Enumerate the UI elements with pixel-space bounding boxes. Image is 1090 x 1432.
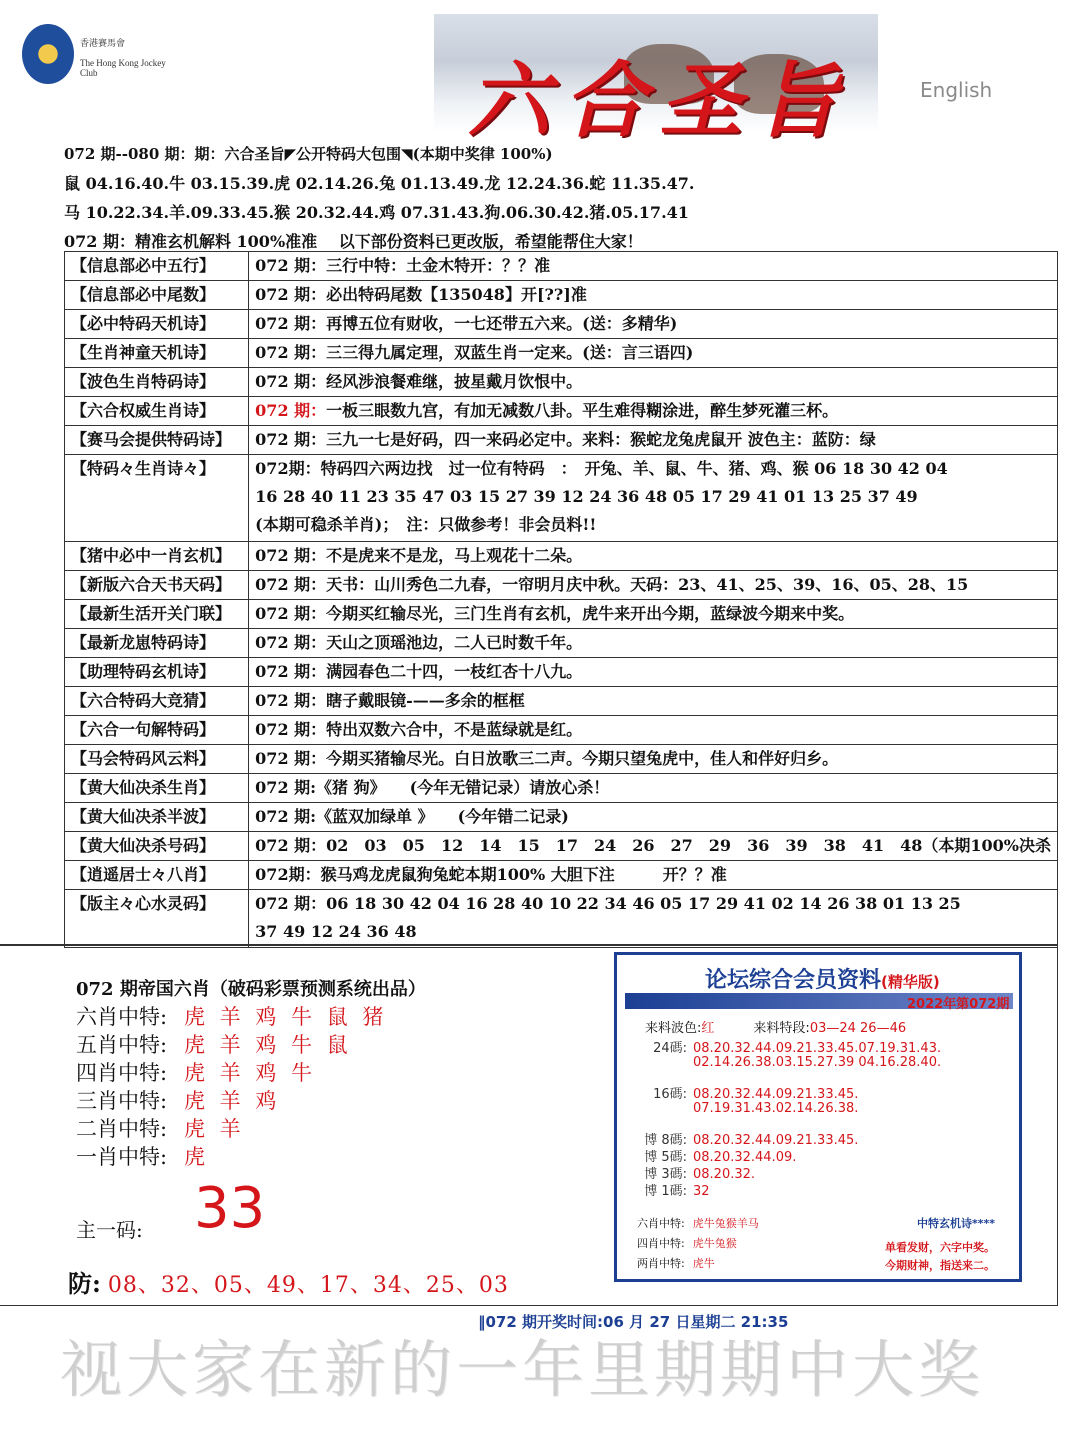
zodiac-picks [76,1003,387,1171]
row-value-line-3: (本期可稳杀羊肖)； 注：只做参考！非会员料!! [255,515,597,534]
intro-line-3: 马 10.22.34.羊.09.33.45.猴 20.32.44.鸡 07.31.43.狗.06.30.42.猪.05.17.41 [64,203,689,222]
row-key: 【六合一句解特码】 [65,716,249,745]
member-zodiac-row: 六肖中特: 虎牛兔猴羊马 [637,1217,759,1230]
main-code-label: 主一码: [76,1218,143,1242]
row-key: 【六合特码大竞猜】 [65,687,249,716]
table-row [65,339,1058,368]
table-row [65,629,1058,658]
row-key: 【信息部必中五行】 [65,252,249,281]
row-key: 【信息部必中尾数】 [65,281,249,310]
backup-codes-label: 防: [68,1269,101,1298]
table-row [65,281,1058,310]
row-value: 072 期：满园春色二十四，一枝红杏十八九。 [249,658,1058,687]
table-row [65,745,1058,774]
member-code-row: 博 1碼: 32 [644,1184,710,1199]
intro-line-4: 072 期：精准玄机解料 100%准准 以下部份资料已更改版，希望能帮住大家！ [64,232,643,251]
table-row [65,600,1058,629]
zodiac-row [76,1003,387,1031]
row-value: 072 期：瞎子戴眼镜-——多余的框框 [249,687,1058,716]
row-value: 072 期：特出双数六合中，不是蓝绿就是红。 [249,716,1058,745]
table-row [65,397,1058,426]
table-row [65,368,1058,397]
member-code-row: 02.14.26.38.03.15.27.39 04.16.28.40. [693,1055,942,1070]
row-key: 【特码々生肖诗々】 [65,455,249,542]
row-value [249,890,1058,948]
zodiac-value: 虎 [184,1145,209,1169]
member-info-card [614,952,1022,1282]
zodiac-row [76,1087,387,1115]
table-row [65,687,1058,716]
table-row [65,310,1058,339]
row-key: 【逍遥居士々八肖】 [65,861,249,890]
row-value: 072 期:《蓝双加绿单 》 (今年错二记录) [249,803,1058,832]
intro-line-2: 鼠 04.16.40.牛 03.15.39.虎 02.14.26.兔 01.13.49.龙 12.24.36.蛇 11.35.47. [64,174,695,193]
row-value-prefix: 072 期： [255,401,327,420]
zodiac-row [76,1031,387,1059]
backup-codes-value: 08、32、05、49、17、34、25、03 [107,1273,509,1298]
table-row [65,571,1058,600]
row-key: 【六合权威生肖诗】 [65,397,249,426]
row-value [249,397,1058,426]
member-poem-title: 中特玄机诗**** [916,1217,995,1230]
row-value-text: 一板三眼数九宫，有加无减数八卦。平生难得糊涂进，醉生梦死灌三杯。 [326,401,839,420]
member-code-row: 博 3碼: 08.20.32. [644,1167,756,1182]
row-key: 【黄大仙决杀生肖】 [65,774,249,803]
table-row [65,716,1058,745]
member-card-tag: (精华版) [881,973,940,991]
row-key: 【生肖神童天机诗】 [65,339,249,368]
zodiac-label: 一肖中特: [76,1145,168,1169]
row-value: 072 期：今期买红输尽光，三门生肖有玄机，虎牛来开出今期，蓝绿波今期来中奖。 [249,600,1058,629]
member-code-row: 24碼: 08.20.32.44.09.21.33.45.07.19.31.43. [653,1041,942,1056]
table-row [65,890,1058,948]
intro-block [64,140,1064,256]
row-key: 【马会特码风云料】 [65,745,249,774]
row-value: 072 期:《猪 狗》 (今年无错记录）请放心杀！ [249,774,1058,803]
row-value: 072 期：天山之顶瑶池边，二人已时数千年。 [249,629,1058,658]
jockey-club-logo [22,22,182,92]
member-code-row: 16碼: 08.20.32.44.09.21.33.45. [653,1087,859,1102]
row-value: 072期：猴马鸡龙虎鼠狗兔蛇本期100% 大胆下注 开？？准 [249,861,1058,890]
zodiac-row [76,1059,387,1087]
member-code-row: 07.19.31.43.02.14.26.38. [693,1101,859,1116]
row-value-line-2: 37 49 12 24 36 48 [255,922,417,941]
backup-codes [68,1264,509,1299]
row-value: 072 期：天书：山川秀色二九春，一帘明月庆中秋。天码：23、41、25、39、16、05、28、15 [249,571,1058,600]
member-poem-line-2: 今期财神，指送来二。 [885,1259,995,1272]
main-code-value: 33 [194,1176,266,1241]
row-value: 072 期：再博五位有财收，一七还带五六来。(送：多精华) [249,310,1058,339]
row-value [249,455,1058,542]
zodiac-label: 三肖中特: [76,1089,168,1113]
zodiac-label: 六肖中特: [76,1005,168,1029]
row-value: 072 期：三九一七是好码，四一来码必定中。来料：猴蛇龙兔虎鼠开 波色主：蓝防：绿 [249,426,1058,455]
row-key: 【最新生活开关门联】 [65,600,249,629]
logo-text-cn: 香港賽馬會 [80,39,126,49]
zodiac-row [76,1115,387,1143]
zodiac-value: 虎 羊 [184,1117,245,1141]
row-value-line-1: 072 期：06 18 30 42 04 16 28 40 10 22 34 46 05 17 29 41 02 14 26 38 01 13 25 [255,894,961,913]
row-value: 072 期：必出特码尾数【135048】开[??]准 [249,281,1058,310]
row-key: 【必中特码天机诗】 [65,310,249,339]
table-row [65,803,1058,832]
zodiac-value: 虎 羊 鸡 牛 鼠 [184,1033,352,1057]
table-row [65,252,1058,281]
six-zodiac-title: 072 期帝国六肖（破码彩票预测系统出品） [76,979,426,1000]
row-key: 【助理特码玄机诗】 [65,658,249,687]
table-row [65,658,1058,687]
row-value-line-2: 16 28 40 11 23 35 47 03 15 27 39 12 24 36 48 05 17 29 41 01 13 25 37 49 [255,487,918,506]
table-row [65,774,1058,803]
prediction-table [64,251,1058,948]
zodiac-row [76,1143,387,1171]
row-key: 【版主々心水灵码】 [65,890,249,948]
member-code-row: 博 5碼: 08.20.32.44.09. [644,1150,797,1165]
page-title: 六合圣旨 [468,54,852,149]
row-value: 072 期：三行中特：土金木特开：？？准 [249,252,1058,281]
member-wave-line: 来料波色:红 来料特段:03—24 26—46 [645,1021,907,1036]
table-row [65,832,1058,861]
intro-line-1: 072 期--080 期：期：六合圣旨◤公开特码大包围◥(本期中奖律 100%) [64,145,553,163]
zodiac-value: 虎 羊 鸡 牛 鼠 猪 [184,1005,388,1029]
english-link[interactable]: English [920,78,993,102]
member-code-row: 博 8碼: 08.20.32.44.09.21.33.45. [644,1133,859,1148]
member-card-issue: 2022年第072期 [907,997,1010,1012]
zodiac-label: 四肖中特: [76,1061,168,1085]
row-key: 【黄大仙决杀号码】 [65,832,249,861]
zodiac-value: 虎 羊 鸡 牛 [184,1061,317,1085]
row-key: 【最新龙崽特码诗】 [65,629,249,658]
zodiac-value: 虎 羊 鸡 [184,1089,281,1113]
zodiac-label: 五肖中特: [76,1033,168,1057]
row-value: 072 期：三三得九属定理，双蓝生肖一定来。(送：言三语四) [249,339,1058,368]
member-card-title: 论坛综合会员资料(精华版) [705,968,940,993]
logo-text-en: The Hong Kong Jockey Club [80,58,166,78]
table-row [65,455,1058,542]
row-key: 【赛马会提供特码诗】 [65,426,249,455]
greeting-banner: 视大家在新的一年里期期中大奖 [60,1333,985,1406]
member-zodiac-row: 两肖中特: 虎牛 [637,1257,715,1270]
row-key: 【猪中必中一肖玄机】 [65,542,249,571]
row-value-line-1: 072期：特码四六两边找 过一位有特码 ： 开兔、羊、鼠、牛、猪、鸡、猴 06 18 30 42 04 [255,459,948,478]
table-row [65,861,1058,890]
row-key: 【波色生肖特码诗】 [65,368,249,397]
row-value: 072 期：今期买猪输尽光。白日放歌三二声。今期只望兔虎中，佳人和伴好归乡。 [249,745,1058,774]
table-row [65,542,1058,571]
table-row [65,426,1058,455]
row-key: 【新版六合天书天码】 [65,571,249,600]
member-poem-line-1: 单看发财，六字中奖。 [885,1241,995,1254]
draw-time: ‖072 期开奖时间:06 月 27 日星期二 21:35 [478,1313,789,1331]
member-zodiac-row: 四肖中特: 虎牛兔猴 [637,1237,737,1250]
row-value: 072 期：02 03 05 12 14 15 17 24 26 27 29 36 39 38 41 48（本期100%决杀 [249,832,1058,861]
row-key: 【黄大仙决杀半波】 [65,803,249,832]
row-value: 072 期：不是虎来不是龙，马上观花十二朵。 [249,542,1058,571]
jockey-club-emblem-icon [22,24,74,84]
row-value: 072 期：经风涉浪餐难继，披星戴月饮恨中。 [249,368,1058,397]
zodiac-label: 二肖中特: [76,1117,168,1141]
